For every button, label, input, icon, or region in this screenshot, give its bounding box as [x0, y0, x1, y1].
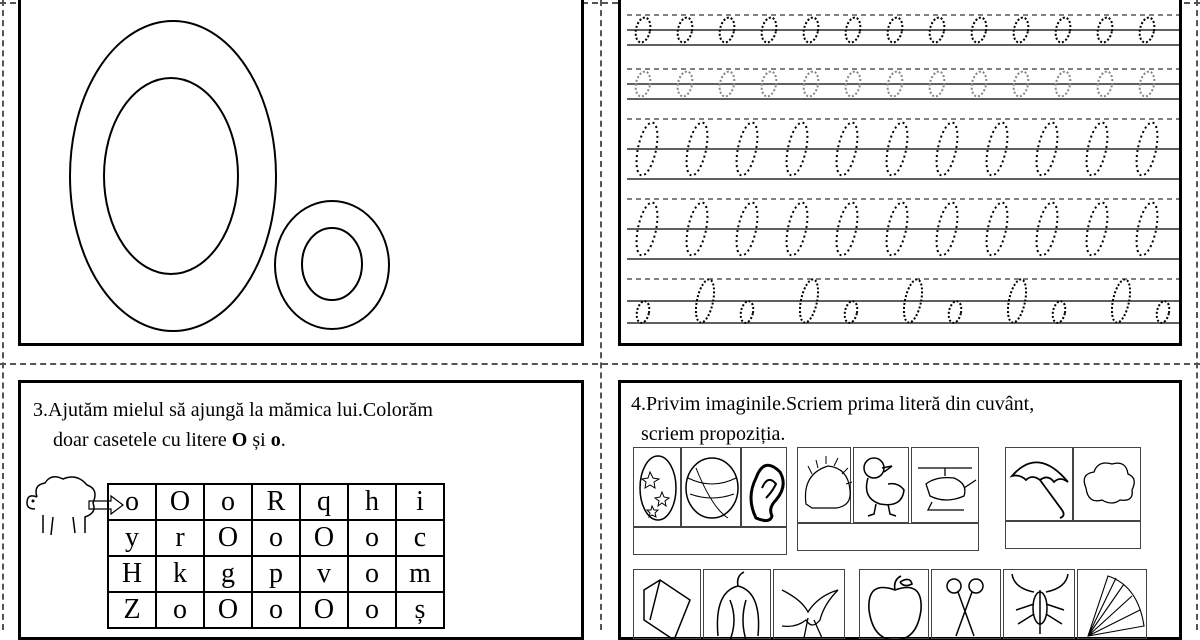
big-o-inner	[104, 78, 238, 274]
grid-cell[interactable]: c	[396, 520, 444, 556]
letter-upper: O	[231, 429, 248, 451]
apple-icon	[859, 569, 929, 639]
grid-cell[interactable]: Z	[108, 592, 156, 628]
panel-exercise-3	[18, 380, 584, 640]
grid-cell[interactable]: R	[252, 484, 300, 520]
grid-cell[interactable]: k	[156, 556, 204, 592]
book-icon	[633, 569, 701, 639]
grid-cell[interactable]: ș	[396, 592, 444, 628]
big-o-outer	[70, 21, 276, 331]
exercise-4-line1: 4.Privim imaginile.Scriem prima literă din cuvânt,	[631, 393, 1035, 415]
panel-exercise-4	[618, 380, 1182, 640]
grid-cell[interactable]: q	[300, 484, 348, 520]
swallow-icon	[773, 569, 845, 639]
grid-cell[interactable]: i	[396, 484, 444, 520]
grid-cell[interactable]: g	[204, 556, 252, 592]
answer-box-1[interactable]	[633, 527, 787, 555]
exercise-3-line1: 3.Ajutăm mielul să ajungă la mămica lui.Colorăm	[33, 399, 433, 421]
small-o-inner	[302, 228, 362, 300]
grid-cell[interactable]: m	[396, 556, 444, 592]
hedgehog-icon	[797, 447, 851, 523]
grid-cell[interactable]: y	[108, 520, 156, 556]
period: .	[280, 429, 286, 451]
small-o-trace	[1051, 300, 1067, 324]
cut-line-center	[600, 0, 602, 630]
letter-maze-grid	[107, 483, 445, 629]
conj: și	[247, 429, 271, 451]
grid-cell[interactable]: o	[348, 592, 396, 628]
grid-cell[interactable]: o	[156, 592, 204, 628]
cut-line-left	[2, 0, 4, 630]
grid-cell[interactable]: r	[156, 520, 204, 556]
small-o-trace	[1155, 300, 1171, 324]
grid-cell[interactable]: o	[348, 556, 396, 592]
grid-cell[interactable]: O	[300, 592, 348, 628]
lobster-icon	[1003, 569, 1075, 639]
grid-cell[interactable]: O	[156, 484, 204, 520]
grid-cell[interactable]: H	[108, 556, 156, 592]
grid-cell[interactable]: p	[252, 556, 300, 592]
grid-cell[interactable]: O	[204, 592, 252, 628]
grid-cell[interactable]: o	[252, 592, 300, 628]
handwriting-practice-lines	[621, 0, 1185, 349]
grid-cell[interactable]: O	[204, 520, 252, 556]
exercise-3-instruction	[33, 395, 433, 455]
grid-cell[interactable]: o	[204, 484, 252, 520]
exercise-4-line2: scriem propoziția.	[641, 423, 786, 445]
small-o-trace	[947, 300, 963, 324]
grid-cell[interactable]: O	[300, 520, 348, 556]
grid-cell[interactable]: v	[300, 556, 348, 592]
exercise-4-instruction	[631, 389, 1034, 449]
letter-o-outline-drawing	[21, 0, 587, 349]
helicopter-icon	[911, 447, 979, 523]
pepper-icon	[703, 569, 771, 639]
fan-icon	[1077, 569, 1147, 639]
letter-lower: o	[270, 429, 281, 451]
grid-row	[108, 592, 444, 628]
grid-row	[108, 520, 444, 556]
grid-cell[interactable]: o	[252, 520, 300, 556]
grid-row	[108, 484, 444, 520]
grid-cell[interactable]: o	[108, 484, 156, 520]
cloud-icon	[1073, 447, 1141, 521]
ear-icon	[741, 447, 787, 527]
small-o-trace	[843, 300, 859, 324]
melon-icon	[681, 447, 741, 527]
panel-handwriting	[618, 0, 1182, 346]
grid-cell[interactable]: o	[348, 520, 396, 556]
exercise-3-line2	[33, 425, 433, 455]
egg-icon	[633, 447, 681, 527]
cut-line-right	[1196, 0, 1198, 630]
answer-box-2[interactable]	[797, 523, 979, 551]
umbrella-icon	[1005, 447, 1073, 521]
small-o-trace	[739, 300, 755, 324]
duck-icon	[853, 447, 909, 523]
panel-letter-outline	[18, 0, 584, 346]
answer-box-3[interactable]	[1005, 521, 1141, 549]
grid-cell[interactable]: h	[348, 484, 396, 520]
grid-row	[108, 556, 444, 592]
small-o-trace	[635, 300, 651, 324]
exercise-3-line2-prefix: doar casetele cu litere	[53, 429, 232, 451]
scissors-icon	[931, 569, 1001, 639]
small-o-outer	[275, 201, 389, 329]
